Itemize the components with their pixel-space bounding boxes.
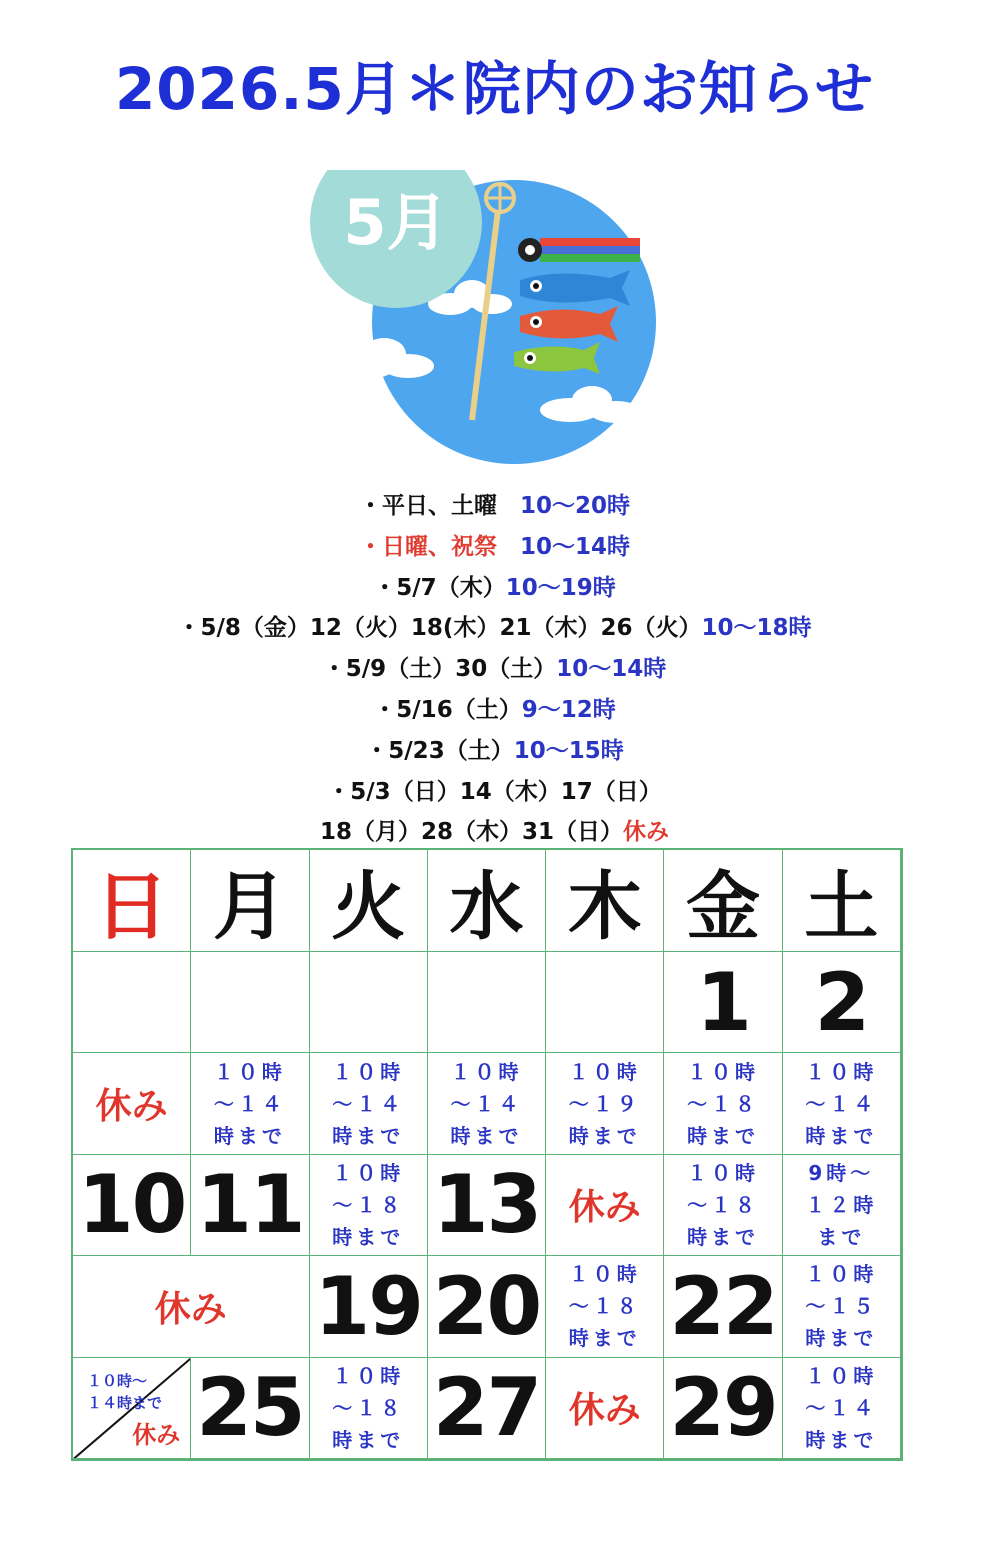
calendar-header [783, 850, 901, 952]
day-cell [783, 1358, 901, 1459]
hours-line: ・5/23（土）10～15時 [365, 737, 624, 764]
day-number: 19 [314, 1259, 422, 1353]
hours-line: ・5/16（土）9～12時 [373, 696, 616, 723]
day-cell [546, 952, 664, 1053]
weekday-label: 木 [567, 863, 642, 950]
hours-line: ・5/9（土）30（土）10～14時 [322, 656, 667, 683]
day-cell [191, 1053, 309, 1154]
day-cell [310, 1053, 428, 1154]
day-cell [310, 1155, 428, 1256]
weekday-label: 水 [449, 863, 524, 950]
day-cell [428, 1358, 546, 1459]
hours-note: １０時 ～１４ 時まで [332, 1059, 405, 1148]
day-cell [546, 1256, 664, 1357]
hours-note: １０時 ～１８ 時まで [332, 1363, 405, 1452]
calendar-grid [71, 848, 903, 1461]
hours-note: １０時 ～１８ 時まで [332, 1160, 405, 1249]
weekday-label: 火 [331, 863, 406, 950]
hours-line: ・5/8（金）12（火）18(木）21（木）26（火）10～18時 [177, 615, 812, 642]
koinobori-illustration [300, 170, 680, 470]
day-cell [191, 952, 309, 1053]
hours-line-weekday: ・平日、土曜 10～20時 [358, 493, 630, 519]
day-cell [73, 1358, 191, 1459]
hours-list [0, 486, 989, 853]
hours-note: １０時 ～１４ 時まで [805, 1363, 878, 1452]
closed-label: 休み [154, 1288, 227, 1330]
calendar-header [191, 850, 309, 952]
day-cell [546, 1155, 664, 1256]
day-cell [428, 1256, 546, 1357]
calendar-header [664, 850, 782, 952]
hours-note: １０時 ～１８ 時まで [687, 1059, 760, 1148]
day-cell [664, 1358, 782, 1459]
day-cell [783, 1053, 901, 1154]
day-number: 11 [196, 1158, 304, 1252]
day-cell [428, 1155, 546, 1256]
day-cell [783, 952, 901, 1053]
day-cell [428, 952, 546, 1053]
day-cell [191, 1155, 309, 1256]
day-cell [664, 952, 782, 1053]
page-title: 2026.5月＊院内のお知らせ [114, 55, 875, 123]
day-cell [664, 1053, 782, 1154]
partial-hours-note: １０時～ １４時まで [87, 1371, 163, 1412]
closed-label: 休み [95, 1086, 168, 1128]
day-cell [310, 952, 428, 1053]
hours-note: １０時 ～１５ 時まで [805, 1262, 878, 1351]
day-cell [546, 1358, 664, 1459]
hours-note: １０時 ～１９ 時まで [568, 1059, 641, 1148]
day-number: 27 [432, 1361, 541, 1455]
closed-label: 休み [132, 1420, 181, 1449]
day-number: 2 [814, 955, 869, 1049]
weekday-label: 金 [686, 863, 761, 950]
hours-note: 9時～ １２時 まで [805, 1160, 878, 1249]
calendar-header [73, 850, 191, 952]
closed-label: 休み [568, 1390, 641, 1432]
day-number: 29 [669, 1361, 777, 1455]
hours-note: １０時 ～１８ 時まで [687, 1160, 760, 1249]
day-cell [73, 952, 191, 1053]
weekday-label: 月 [212, 863, 287, 950]
day-cell [310, 1256, 428, 1357]
day-number: 20 [432, 1259, 541, 1353]
day-number: 25 [196, 1361, 304, 1455]
day-number: 22 [669, 1259, 777, 1353]
calendar-header [546, 850, 664, 952]
hours-note: １０時 ～１４ 時まで [805, 1059, 878, 1148]
hours-line: ・5/7（木）10～19時 [373, 574, 616, 601]
day-cell [783, 1155, 901, 1256]
hours-note: １０時 ～１４ 時まで [213, 1059, 286, 1148]
month-badge: 5月 [343, 186, 449, 259]
calendar-header [310, 850, 428, 952]
calendar-header [428, 850, 546, 952]
day-cell [783, 1256, 901, 1357]
weekday-label: 日 [94, 863, 169, 950]
hours-line-holiday: ・日曜、祝祭 10～14時 [358, 533, 630, 560]
day-cell [191, 1358, 309, 1459]
day-cell [546, 1053, 664, 1154]
day-cell [428, 1053, 546, 1154]
day-number: 13 [432, 1158, 541, 1252]
day-cell [664, 1155, 782, 1256]
day-cell [73, 1053, 191, 1154]
weekday-label: 土 [804, 863, 879, 950]
closed-line-1: ・5/3（日）14（木）17（日） [327, 778, 662, 805]
closed-label: 休み [568, 1187, 641, 1229]
day-number: 1 [696, 955, 750, 1049]
day-cell [73, 1155, 191, 1256]
day-cell [73, 1256, 310, 1357]
day-cell [310, 1358, 428, 1459]
closed-line-2: 18（月）28（木）31（日）休み [319, 819, 670, 846]
day-cell [664, 1256, 782, 1357]
hours-note: １０時 ～１４ 時まで [450, 1059, 523, 1148]
hours-note: １０時 ～１８ 時まで [568, 1262, 641, 1351]
day-number: 10 [77, 1158, 186, 1252]
